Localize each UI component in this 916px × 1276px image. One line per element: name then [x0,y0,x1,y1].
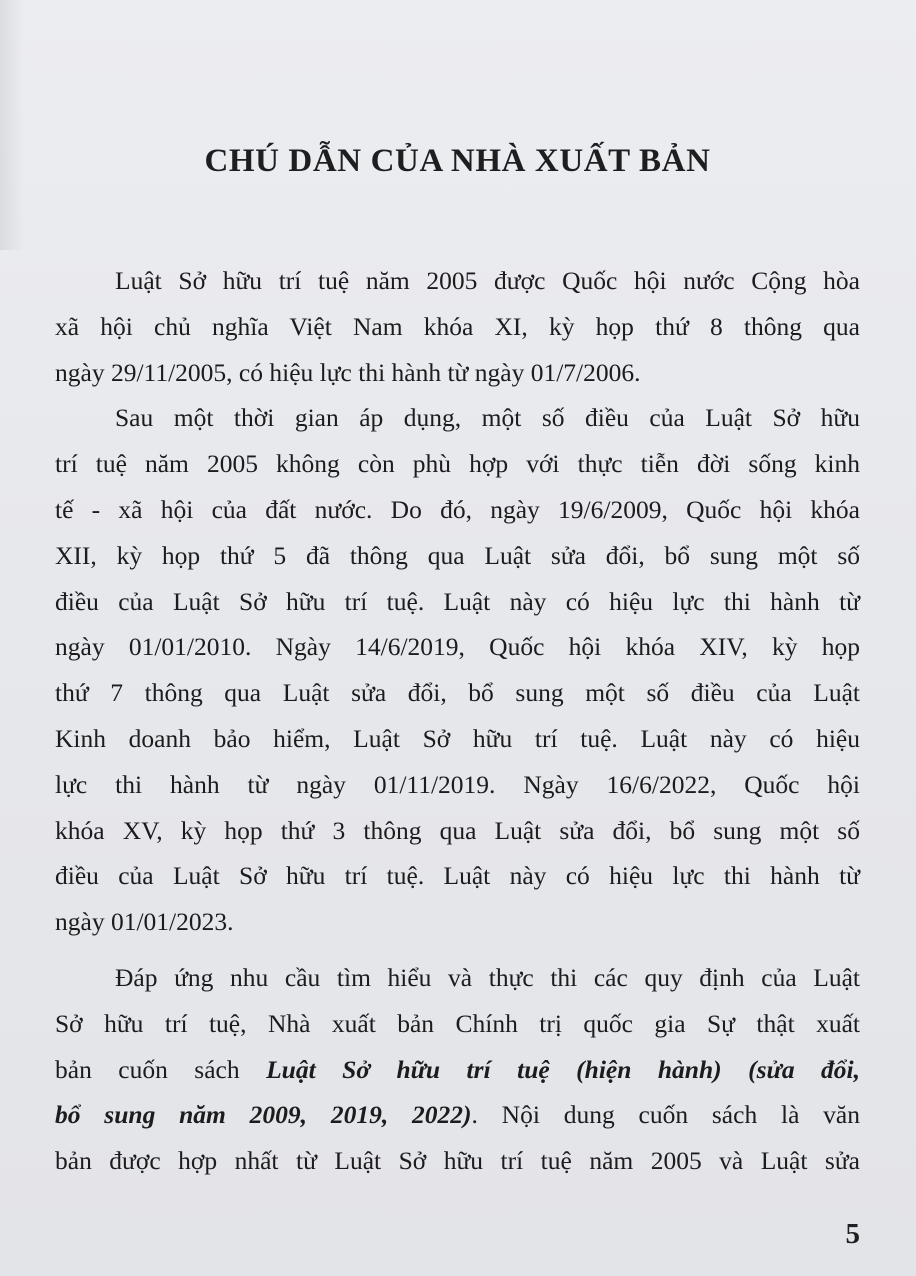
book-title-emphasis: bổ sung năm 2009, 2019, 2022) [55,1100,472,1130]
page-number: 5 [845,1218,860,1250]
text-line [55,1047,860,1093]
text-line: trí tuệ năm 2005 không còn phù hợp với thực tiễn đời sống kinh [55,449,860,479]
text-line: ngày 01/01/2023. [55,907,234,937]
text-line: Kinh doanh bảo hiểm, Luật Sở hữu trí tuệ. Luật này có hiệu [55,723,860,753]
text-line: bản được hợp nhất từ Luật Sở hữu trí tuệ năm 2005 và Luật sửa [55,1146,860,1176]
text-line: Sau một thời gian áp dụng, một số điều của Luật Sở hữu [115,403,860,433]
book-title-emphasis: Luật Sở hữu trí tuệ (hiện hành) (sửa đổi, [266,1054,860,1084]
text-line: lực thi hành từ ngày 01/11/2019. Ngày 16/6/2022, Quốc hội [55,769,860,799]
text-run: . Nội dung cuốn sách là văn [471,1100,860,1130]
text-line: điều của Luật Sở hữu trí tuệ. Luật này có hiệu lực thi hành từ [55,861,860,891]
text-line: Đáp ứng nhu cầu tìm hiểu và thực thi các quy định của Luật [115,962,860,992]
paragraph-3 [55,955,860,1184]
text-line [55,1092,860,1138]
text-line: ngày 29/11/2005, có hiệu lực thi hành từ ngày 01/7/2006. [55,357,641,387]
text-line: khóa XV, kỳ họp thứ 3 thông qua Luật sửa đổi, bổ sung một số [55,815,860,845]
page-title: CHÚ DẪN CỦA NHÀ XUẤT BẢN [204,143,711,179]
text-run: bản cuốn sách [55,1054,267,1084]
body-text [55,258,860,1184]
text-line: thứ 7 thông qua Luật sửa đổi, bổ sung một số điều của Luật [55,678,860,708]
text-line: ngày 01/01/2010. Ngày 14/6/2019, Quốc hội khóa XIV, kỳ họp [55,632,860,662]
text-line: XII, kỳ họp thứ 5 đã thông qua Luật sửa đổi, bổ sung một số [55,540,860,570]
paragraph-1 [55,258,860,395]
text-line: Luật Sở hữu trí tuệ năm 2005 được Quốc hội nước Cộng hòa [115,266,860,295]
paragraph-2 [55,395,860,945]
text-line: xã hội chủ nghĩa Việt Nam khóa XI, kỳ họp thứ 8 thông qua [55,311,860,341]
text-line: Sở hữu trí tuệ, Nhà xuất bản Chính trị quốc gia Sự thật xuất [55,1008,860,1038]
book-page [55,0,860,1276]
page-fold-shadow [0,0,24,250]
text-line: tế - xã hội của đất nước. Do đó, ngày 19/6/2009, Quốc hội khóa [55,494,860,524]
text-line: điều của Luật Sở hữu trí tuệ. Luật này có hiệu lực thi hành từ [55,586,860,616]
